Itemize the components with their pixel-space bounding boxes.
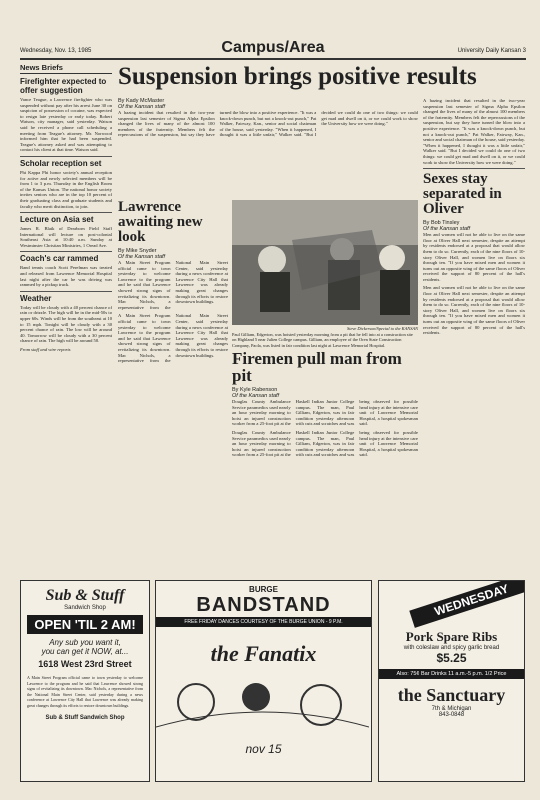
news-briefs-title: News Briefs bbox=[20, 63, 112, 74]
firemen-story bbox=[232, 350, 418, 570]
ad-sub-open: OPEN 'TIL 2 AM! bbox=[27, 615, 143, 634]
ad-sanct-phone: 843-0848 bbox=[438, 712, 465, 718]
briefs-footer: From staff and wire reports bbox=[20, 347, 71, 352]
ad-band-top: BURGE bbox=[249, 585, 278, 594]
ad-band-sub: FREE FRIDAY DANCES COURTESY OF THE BURGE UNION - 9 P.M. bbox=[156, 617, 371, 627]
photo-caption: Paul Gilliam, Edgerton, was hoisted yesterday morning from a pit that he fell into at a construction site on Highland 5 near Julien College campus. Gilliam, an employee of the Oren State Construction Company, Paola, was listed in fair condition last night at Lawrence Memorial Hospital. bbox=[232, 332, 413, 348]
lead-headline: Suspension brings positive results bbox=[118, 64, 477, 90]
ad-band-act: the Fanatix bbox=[210, 641, 317, 666]
lawrence-story bbox=[118, 200, 228, 580]
header-date: Wednesday, Nov. 13, 1985 bbox=[20, 48, 92, 54]
ad-band-illustration bbox=[156, 667, 369, 737]
firemen-body-cont: Douglas County Ambulance Service paramedics used nearly an hour yesterday morning to hoist an injured construction worker from a 25-foot pit at the Haskell Indian Junior College campus. The man, Paul Gilliam, Edgerton, was in fair condition yesterday afternoon with cuts and scratches and was being observed for possible head injury at the intensive care unit of Lawrence Memorial Hospital, a hospital spokesman said. bbox=[232, 429, 418, 458]
lead-story bbox=[118, 98, 418, 198]
ad-sanct-item: Pork Spare Ribs bbox=[405, 629, 498, 644]
ad-sub-line2: you can get it NOW, at... bbox=[41, 647, 129, 656]
photo-credit: Steve Dickerson/Special to the KANSAN bbox=[347, 326, 418, 331]
brief-headline: Firefighter expected to offer suggestion bbox=[20, 77, 107, 95]
brief-headline: Scholar reception set bbox=[20, 158, 102, 168]
ad-sanct-desc: with coleslaw and spicy garlic bread bbox=[403, 645, 500, 651]
oliver-byline: By Bob Tinsley bbox=[423, 220, 460, 227]
brief-headline: Lecture on Asia set bbox=[20, 215, 94, 225]
news-photo bbox=[232, 200, 418, 325]
oliver-body-cont: Men and women will not be able to live on the same floor at Oliver Hall next semester, despite an attempt by residents endorsed at a proposal that would allow them to do so. Currently, each of the nine floors of 10-story Oliver Hall, and women live on floors six through ten. "If you have mixed men and women it turns out an opposite wing of the same floors of Oliver received the support of 80 percent of the hall's residents. bbox=[423, 285, 525, 336]
firemen-byline-staff: Of the Kansan staff bbox=[232, 393, 280, 399]
lawrence-body: A Main Street Program official came to town yesterday to welcome Lawrence to the program and he said that Lawrence showed strong signs of revitalizing its downtown. Mac Nichols, a representative from the National Main Street Center, said yesterday during a news conference at Lawrence City Hall that Lawrence was already making great changes through its efforts to restore downtown buildings. bbox=[118, 260, 228, 310]
lawrence-headline: Lawrence awaiting new look bbox=[118, 200, 203, 245]
sub-and-stuff-ad bbox=[20, 580, 150, 782]
ad-sanct-price: $5.25 bbox=[436, 651, 467, 665]
header-page: University Daily Kansan 3 bbox=[457, 48, 526, 54]
bandstand-ad bbox=[155, 580, 372, 782]
brief-body: Band tennis coach Scott Perelman was treated and released from Lawrence Memorial Hospital last night after the car he was driving was rammed by a pickup truck. bbox=[20, 265, 112, 288]
oliver-byline-staff: Of the Kansan staff bbox=[423, 226, 471, 233]
ad-sanct-special: Also: 75¢ Bar Drinks 11 a.m.-5 p.m. 1/2 Price bbox=[379, 669, 524, 679]
brief-body: Vance Teague, a Lawrence firefighter who was suspended without pay after his arrest June 30 on suspicion of possession of cocaine, was expected to resign late yesterday or early today. Robert Watson, city manager, said yesterday. Watson said he received a phone call scheduling a meeting from Teague's attorney. Mr. Norwood informed him that he had been suspended. Teague's attorney asked and was attempting to contact his client at that time. Watson said. bbox=[20, 97, 112, 153]
lawrence-byline: By Mike Snyder bbox=[118, 248, 157, 254]
ad-sub-offer: Sub & Stuff Sandwich Shop bbox=[45, 714, 125, 721]
firemen-body: Douglas County Ambulance Service paramedics used nearly an hour yesterday morning to hoist an injured construction worker from a 25-foot pit at the Haskell Indian Junior College campus. The man, Paul Gilliam, Edgerton, was in fair condition yesterday afternoon with cuts and scratches and was being observed for possible head injury at the intensive care unit of Lawrence Memorial Hospital, a hospital spokesman said. bbox=[232, 399, 418, 427]
brief-body: James R. Blaik of Dearborn Field Staff International will lecture on post-colonial Southeast Asia at 10:40 a.m. Sunday at Westminster Christian Ministries, 1 Oread Ave. bbox=[20, 226, 112, 248]
ad-sub-logo: Sub & Stuff bbox=[45, 587, 125, 604]
firemen-byline: By Kyle Rabenson bbox=[232, 387, 278, 393]
ad-sanct-day: WEDNESDAY bbox=[409, 580, 525, 628]
lead-byline-staff: Of the Kansan staff bbox=[118, 104, 166, 110]
brief-headline: Coach's car rammed bbox=[20, 254, 99, 264]
ad-sub-fineprint: A Main Street Program official came to town yesterday to welcome Lawrence to the program and he said that Lawrence showed strong signs of revitalizing its downtown. Mac Nichols, a representative from the National Main Street Center, said yesterday during a news conference at Lawrence City Hall that Lawrence was already making great changes through its efforts to restore downtown buildings. bbox=[27, 675, 143, 708]
brief-headline: Weather bbox=[20, 293, 52, 303]
lead-body: A hazing incident that resulted in the two-year suspension last semester of Sigma Alpha Epsilon changed the lives of many of the almost 100 members of the fraternity. Members felt the repercussions of the suspension, but say they have turned the blow into a positive experience. "It was a knock-down punch, but not a knock-out punch," Pat Walker, Fairway, Kan., senior and social chairman of the house, said yesterday. "When it happened, I thought it was a little unfair," Walker said. "But I decided we could do one of two things: we could get mad and dwell on it, or we could work to show the University how we were doing." bbox=[118, 110, 418, 138]
oliver-headline: Sexes stay separated in Oliver bbox=[423, 171, 502, 218]
lead-byline: By Kady McMaster bbox=[118, 98, 165, 104]
brief-body: Phi Kappa Phi honor society's annual reception for active and newly selected members will be from 1 to 3 p.m. Thursday in the English Room of the Kansas Union. The national honor society invites seniors who are in the top 10 percent of their graduating class and graduate students and faculty who merit distinction, to join. bbox=[20, 169, 112, 209]
ad-band-name: BANDSTAND bbox=[196, 594, 331, 616]
lawrence-byline-staff: Of the Kansan staff bbox=[118, 254, 166, 260]
oliver-body: Men and women will not be able to live on the same floor at Oliver Hall next semester, despite an attempt by residents endorsed at a proposal that would allow them to do so. Currently, each of the nine floors of 10-story Oliver Hall, and women live on floors six through ten. "If you have mixed men and women it turns out an opposite wing of the same floors of Oliver received the support of 80 percent of the hall's residents. bbox=[423, 232, 525, 282]
sanctuary-ad bbox=[378, 580, 525, 782]
section-title: Campus/Area bbox=[221, 39, 325, 56]
ad-sub-line1: Any sub you want it, bbox=[49, 638, 121, 647]
ad-sanct-addr: 7th & Michigan bbox=[431, 706, 472, 712]
ad-sub-tag: Sandwich Shop bbox=[64, 605, 106, 611]
firemen-headline: Firemen pull man from pit bbox=[232, 350, 402, 385]
ad-sanct-name: the Sanctuary bbox=[397, 685, 506, 705]
ad-band-date: nov 15 bbox=[245, 742, 282, 756]
lead-continuation: A hazing incident that resulted in the two-year suspension last semester of Sigma Alpha Epsilon changed the lives of many of the almost 100 members of the fraternity. Members felt the repercussions of the suspension, but say they have turned the blow into a positive experience. "It was a knock-down punch, but not a knock-out punch," Pat Walker, Fairway, Kan., senior and social chairman of the house, said yesterday. "When it happened, I thought it was a little unfair," Walker said. "But I decided we could do one of two things: we could get mad and dwell on it, or we could work to show the University how we were doing." bbox=[423, 98, 525, 165]
photo-scene-image bbox=[232, 200, 418, 325]
page-header bbox=[20, 28, 526, 60]
ad-sub-address: 1618 West 23rd Street bbox=[38, 659, 132, 669]
brief-body: Today will be cloudy with a 40 percent chance of rain or drizzle. The high will be in the mid-50s to upper 60s. Winds will be from the southeast at 10 to 15 mph. Tonight will be cloudy with a 30 percent chance of rain. The low will be around 40. Tomorrow will be cloudy with a 30 percent chance of rain. The high will be around 50. bbox=[20, 304, 112, 344]
lawrence-body-cont: A Main Street Program official came to town yesterday to welcome Lawrence to the program and he said that Lawrence showed strong signs of revitalizing its downtown. Mac Nichols, a representative from the National Main Street Center, said yesterday during a news conference at Lawrence City Hall that Lawrence was already making great changes through its efforts to restore downtown buildings. bbox=[118, 313, 228, 364]
